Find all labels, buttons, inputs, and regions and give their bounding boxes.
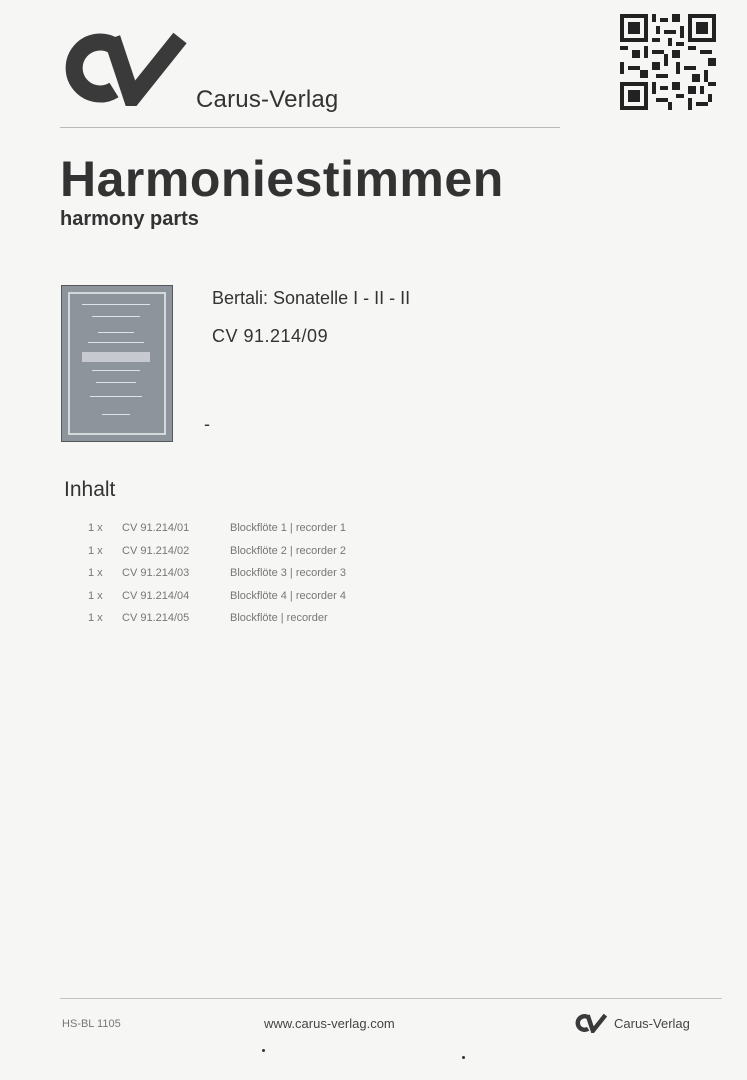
header-divider xyxy=(60,127,560,128)
page-title: Harmoniestimmen xyxy=(60,151,504,207)
contents-heading: Inhalt xyxy=(64,478,116,501)
item-part: Blockflöte 4 | recorder 4 xyxy=(230,589,346,602)
footer-brand: Carus-Verlag xyxy=(614,1016,690,1031)
item-number: CV 91.214/01 xyxy=(122,522,190,534)
print-speck xyxy=(262,1049,265,1052)
item-quantity: 1 x xyxy=(88,544,103,557)
item-part: Blockflöte | recorder xyxy=(230,612,328,624)
item-part: Blockflöte 3 | recorder 3 xyxy=(230,567,346,579)
item-quantity: 1 x xyxy=(88,612,103,624)
item-quantity: 1 x xyxy=(88,567,103,579)
footer-code: HS-BL 1105 xyxy=(62,1018,121,1030)
publisher-name: Carus-Verlag xyxy=(196,86,339,113)
item-part: Blockflöte 1 | recorder 1 xyxy=(230,522,346,534)
cv-logo-small-icon xyxy=(572,1013,608,1033)
item-quantity: 1 x xyxy=(88,522,103,534)
page-subtitle: harmony parts xyxy=(60,208,199,230)
item-quantity: 1 x xyxy=(88,589,103,602)
work-catalog-number: CV 91.214/09 xyxy=(212,326,329,346)
score-cover-image xyxy=(61,285,173,442)
work-title: Bertali: Sonatelle I - II - II xyxy=(212,288,411,308)
footer-divider xyxy=(60,998,722,999)
item-number: CV 91.214/02 xyxy=(122,544,190,557)
item-number: CV 91.214/04 xyxy=(122,589,190,602)
footer-url: www.carus-verlag.com xyxy=(264,1016,395,1031)
qr-code-icon xyxy=(620,14,716,110)
item-part: Blockflöte 2 | recorder 2 xyxy=(230,544,346,557)
work-dash: - xyxy=(204,414,210,434)
print-speck xyxy=(462,1056,465,1059)
item-number: CV 91.214/05 xyxy=(122,612,190,624)
item-number: CV 91.214/03 xyxy=(122,567,190,579)
cv-logo-icon xyxy=(52,30,190,106)
